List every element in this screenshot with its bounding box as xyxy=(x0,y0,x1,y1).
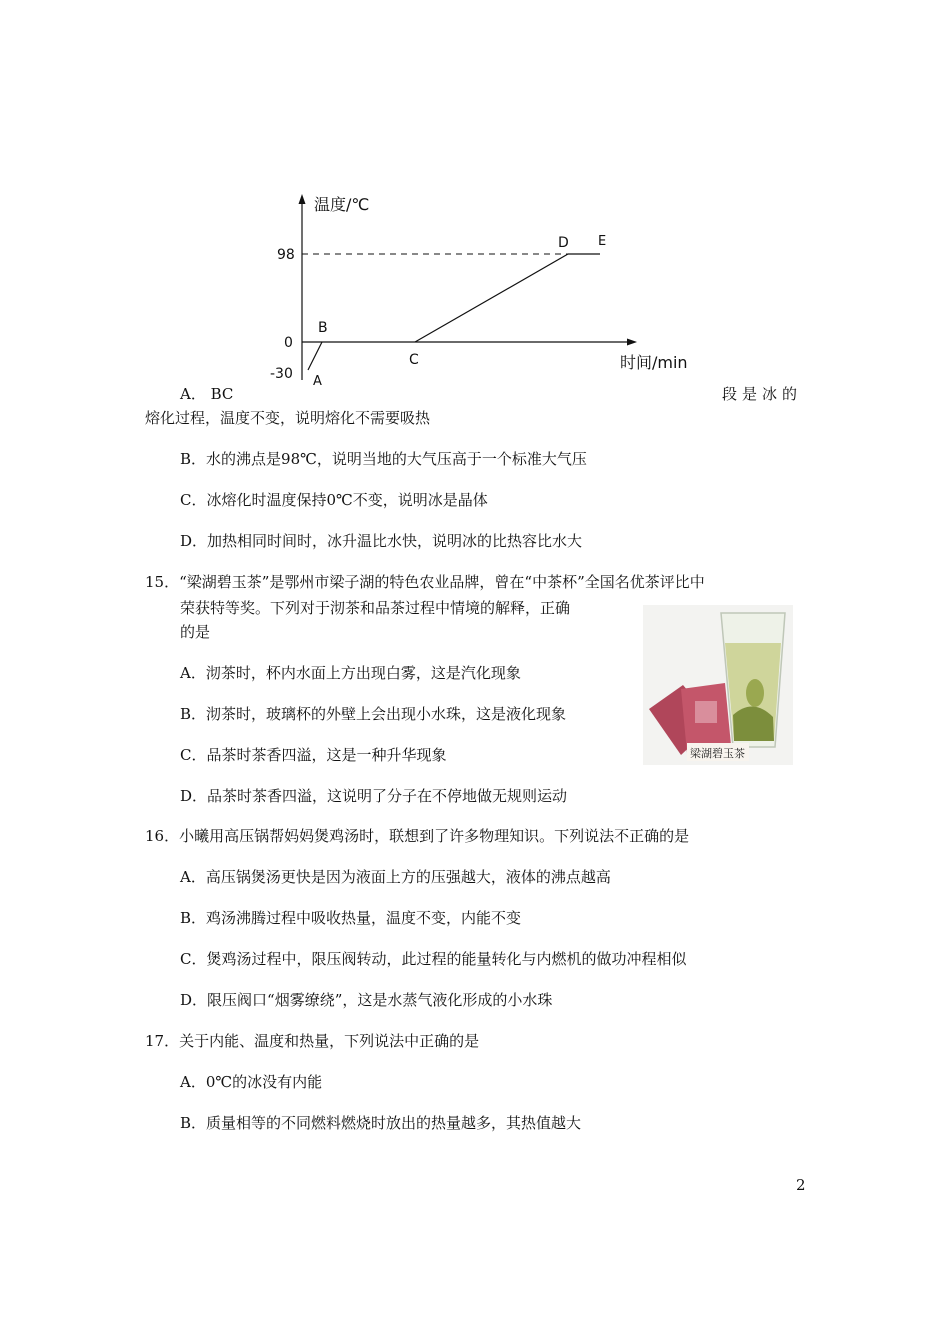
segment-cd xyxy=(415,254,568,342)
y-axis-label: 温度/℃ xyxy=(314,195,370,214)
q17-option-a: A．0℃的冰没有内能 xyxy=(180,1073,323,1091)
y-axis-arrow xyxy=(299,194,306,204)
tea-leaf-cluster xyxy=(746,679,764,707)
q14-option-c: C．冰熔化时温度保持0℃不变，说明冰是晶体 xyxy=(180,491,488,509)
temperature-time-graph xyxy=(270,190,710,395)
tick-0: 0 xyxy=(284,335,293,351)
q16-option-a: A．高压锅煲汤更快是因为液面上方的压强越大，液体的沸点越高 xyxy=(180,868,611,886)
point-label-a: A xyxy=(313,374,322,389)
q15-option-c: C．品茶时茶香四溢，这是一种升华现象 xyxy=(180,746,447,764)
point-label-b: B xyxy=(318,320,328,336)
q17-stem: 17．关于内能、温度和热量，下列说法中正确的是 xyxy=(145,1032,480,1050)
q14-option-b: B．水的沸点是98℃，说明当地的大气压高于一个标准大气压 xyxy=(180,450,587,468)
tick-minus-30: -30 xyxy=(270,366,293,382)
q16-option-c: C．煲鸡汤过程中，限压阀转动，此过程的能量转化与内燃机的做功冲程相似 xyxy=(180,950,687,968)
page-number: 2 xyxy=(796,1176,806,1194)
q16-stem: 16．小曦用高压锅帮妈妈煲鸡汤时，联想到了许多物理知识。下列说法不正确的是 xyxy=(145,827,690,845)
tea-packet-emblem xyxy=(695,701,717,723)
q17-option-b: B．质量相等的不同燃料燃烧时放出的热量越多，其热值越大 xyxy=(180,1114,582,1132)
q16-option-d: D．限压阀口“烟雾缭绕”，这是水蒸气液化形成的小水珠 xyxy=(180,991,553,1009)
q14-option-a-cont: 熔化过程，温度不变，说明熔化不需要吸热 xyxy=(145,409,431,427)
point-label-e: E xyxy=(598,234,607,249)
q15-option-a: A．沏茶时，杯内水面上方出现白雾，这是汽化现象 xyxy=(180,664,521,682)
q15-stem-cont: 荣获特等奖。下列对于沏茶和品茶过程中情境的解释，正确 xyxy=(180,599,571,617)
point-label-c: C xyxy=(409,352,419,368)
q15-stem-end: 的是 xyxy=(180,623,211,641)
q14-option-d: D．加热相同时间时，冰升温比水快，说明冰的比热容比水大 xyxy=(180,532,583,550)
tick-98: 98 xyxy=(277,247,295,263)
x-axis-label: 时间/min xyxy=(620,353,688,372)
q14-option-a: A． BC xyxy=(180,385,234,403)
point-label-d: D xyxy=(558,235,569,251)
q14-option-a-tail: 段是冰的 xyxy=(722,385,803,403)
q16-option-b: B．鸡汤沸腾过程中吸收热量，温度不变，内能不变 xyxy=(180,909,522,927)
q15-option-d: D．品茶时茶香四溢，这说明了分子在不停地做无规则运动 xyxy=(180,787,568,805)
tea-photo xyxy=(643,605,793,765)
x-axis-arrow xyxy=(627,339,637,346)
photo-label: 梁湖碧玉茶 xyxy=(690,747,745,760)
segment-ab xyxy=(308,342,322,370)
q15-stem: 15．“梁湖碧玉茶”是鄂州市梁子湖的特色农业品牌，曾在“中茶杯”全国名优茶评比中 xyxy=(145,573,705,591)
q15-option-b: B．沏茶时，玻璃杯的外壁上会出现小水珠，这是液化现象 xyxy=(180,705,567,723)
